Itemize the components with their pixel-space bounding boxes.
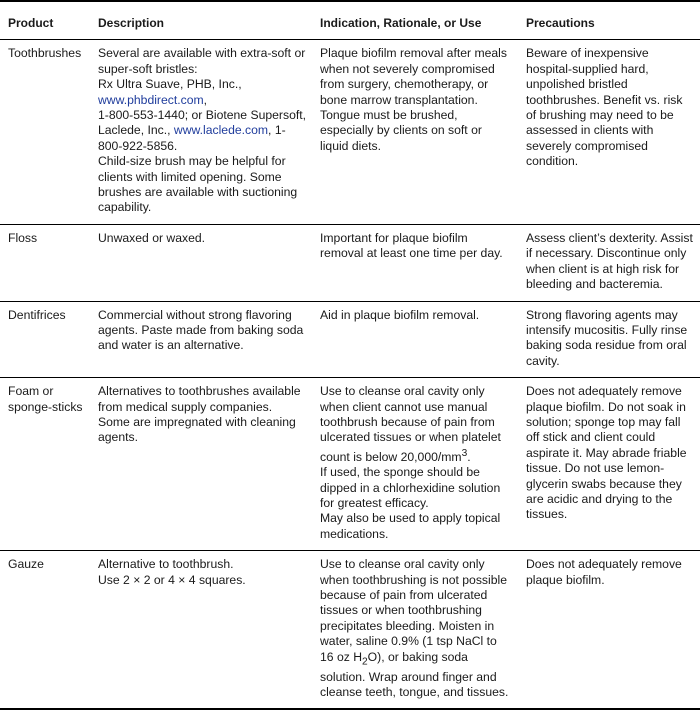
indication-text-main: Use to cleanse oral cavity only when client cannot use manual toothbrush because of pain from ulcerated tissues or when platelet count is below 20,000/mm: [320, 384, 501, 464]
indication-cell: [312, 40, 518, 224]
precautions-cell: Strong flavoring agents may intensify mucositis. Fully rinse baking soda residue from oral cavity.: [526, 307, 688, 368]
description-cell: [90, 378, 312, 551]
header-precautions: Precautions: [526, 16, 595, 30]
comma: ,: [203, 92, 208, 107]
header-product: Product: [8, 16, 54, 30]
description-text: Some are impregnated with cleaning agents.: [98, 414, 296, 445]
description-cell: Commercial without strong flavoring agents. Paste made from baking soda and water is an alternative.: [98, 307, 304, 353]
indication-cell: Important for plaque biofilm removal at least one time per day.: [320, 230, 503, 261]
description-phone1: 1-800-553-1440; or Biotene Supersoft, Laclede, Inc.,: [98, 108, 307, 138]
indication-text-b: O), or baking soda solution. Wrap around finger and cleanse teeth, tongue, and tissues.: [320, 649, 509, 699]
table-row: [0, 378, 700, 551]
description-phone2: , 1-800-922-5856.: [98, 123, 286, 153]
indication-cell: [312, 378, 518, 551]
precautions-cell: Does not adequately remove plaque biofilm.: [526, 557, 682, 587]
description-child: Child-size brush may be helpful for clients with limited opening. Some brushes are available with suctioning capability.: [98, 154, 298, 215]
header-description: Description: [98, 16, 165, 30]
product-cell: Toothbrushes: [8, 46, 82, 61]
superscript: 3: [461, 447, 468, 459]
precautions-cell: Assess client’s dexterity. Assist if necessary. Discontinue only when client is at high risk for bleeding and bacteremia.: [526, 230, 693, 292]
product-cell: Gauze: [8, 557, 44, 572]
description-cell: [90, 551, 312, 710]
description-rx: Rx Ultra Suave, PHB, Inc.,: [98, 77, 242, 92]
indication-text: May also be used to apply topical medications.: [320, 511, 501, 541]
table-row: [0, 551, 700, 710]
precautions-cell: Beware of inexpensive hospital-supplied hard, unpolished bristled toothbrushes. Benefit vs. risk of brushing may need to be assessed in clients with severely compromised condition.: [526, 46, 683, 169]
table-row: [0, 224, 700, 301]
description-text: Alternative to toothbrush.: [98, 557, 234, 572]
product-cell: Foam or sponge-sticks: [8, 384, 83, 414]
indication-text: If used, the sponge should be dipped in a chlorhexidine solution for greatest efficacy.: [320, 465, 501, 511]
description-text: Use 2 × 2 or 4 × 4 squares.: [98, 572, 246, 587]
description-cell: Unwaxed or waxed.: [98, 230, 206, 245]
description-link-line: [98, 93, 306, 108]
table-row: [0, 301, 700, 378]
product-cell: Floss: [8, 230, 38, 245]
indication-text-a: Use to cleanse oral cavity only when toothbrushing is not possible because of pain from ulcerated tissues or when toothbrushing precipitates bleeding. Moisten in water, saline 0.9% (1 tsp NaCl to 16 oz H: [320, 557, 507, 664]
description-cell: [90, 40, 312, 224]
subscript: 2: [362, 656, 368, 668]
indication-text: [320, 384, 512, 465]
laclede-link[interactable]: www.laclede.com: [173, 123, 269, 138]
indication-text: Tongue must be brushed, especially by clients on soft or liquid diets.: [320, 108, 482, 153]
indication-cell: Aid in plaque biofilm removal.: [320, 307, 480, 322]
product-cell: Dentifrices: [8, 307, 66, 322]
period: .: [467, 449, 471, 464]
table-row: [0, 40, 700, 224]
indication-text: Plaque biofilm removal after meals when not severely compromised from surgery, chemotherapy, or bone marrow transplantation.: [320, 46, 507, 107]
description-text: Alternatives to toothbrushes available from medical supply companies.: [98, 384, 301, 414]
indication-cell: [312, 551, 518, 710]
precautions-cell: Does not adequately remove plaque biofilm. Do not soak in solution; sponge top may fall off stick and client could aspirate it. May abrade friable tissue. Do not use lemon-glycerin swabs because they are acidic and drying to the tissues.: [526, 384, 687, 522]
header-row: [0, 1, 700, 40]
phbdirect-link[interactable]: www.phbdirect.com: [98, 92, 204, 107]
header-indication: Indication, Rationale, or Use: [320, 16, 482, 30]
description-intro: Several are available with extra-soft or super-soft bristles:: [98, 46, 306, 76]
